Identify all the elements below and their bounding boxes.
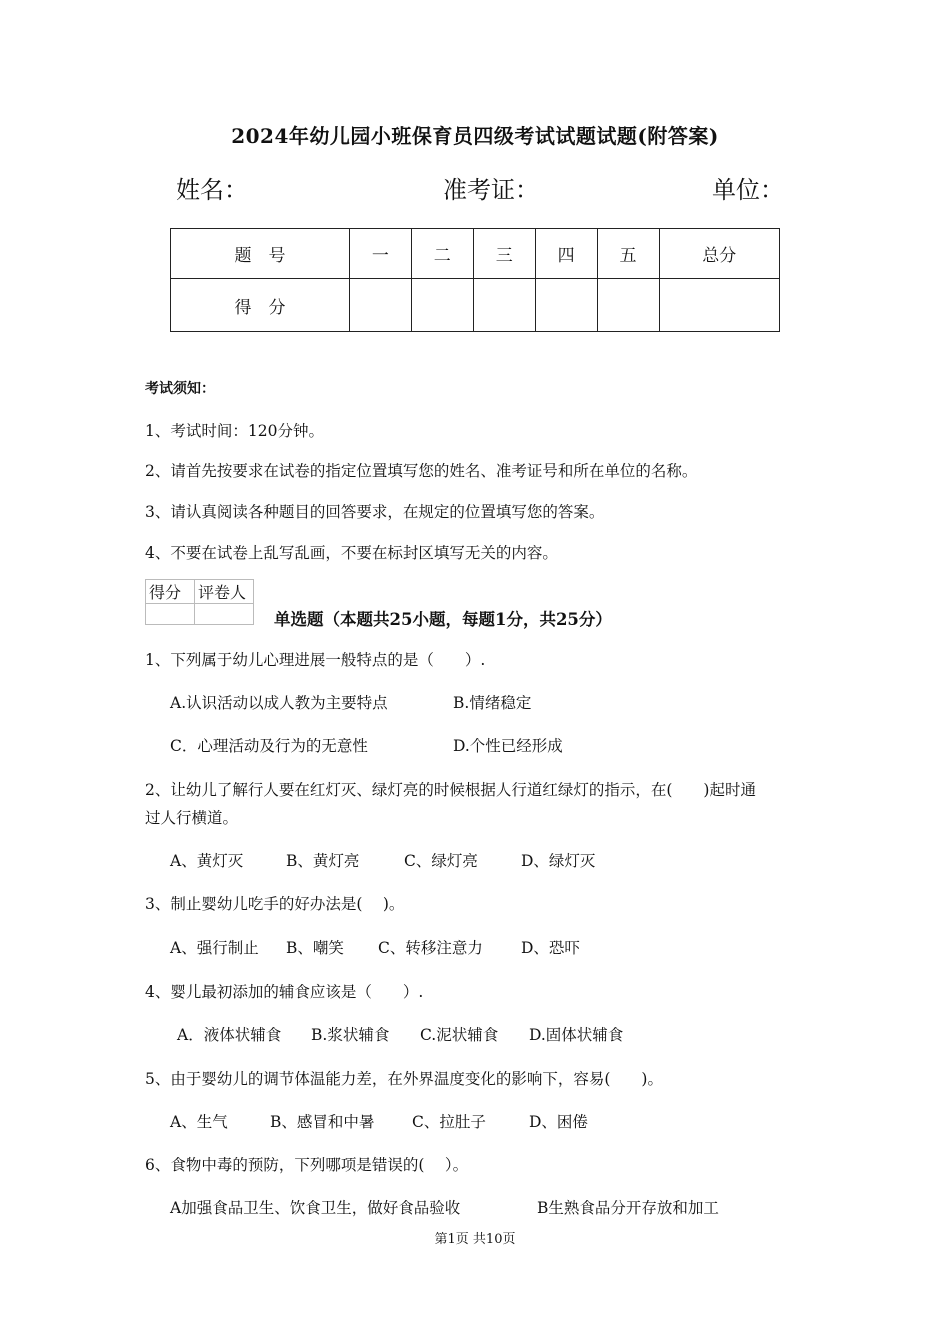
question-2-option-b: B、黄灯亮 [286, 852, 360, 870]
grader-score-label: 得分 [146, 580, 195, 604]
question-5-stem: 5、由于婴幼儿的调节体温能力差，在外界温度变化的影响下，容易( )。 [145, 1070, 663, 1088]
question-1-option-d: D.个性已经形成 [453, 737, 563, 755]
score-cell-4[interactable] [535, 279, 597, 332]
question-5-option-d: D、困倦 [529, 1113, 588, 1131]
question-3-option-a: A、强行制止 [170, 939, 259, 957]
score-row-label: 得 分 [171, 279, 350, 332]
score-header-total: 总分 [659, 229, 779, 279]
unit-field-label: 单位： [712, 176, 784, 204]
question-6-stem: 6、食物中毒的预防，下列哪项是错误的( ）。 [145, 1156, 469, 1174]
question-5-option-b: B、感冒和中暑 [270, 1113, 375, 1131]
score-header-1: 一 [349, 229, 411, 279]
question-2-stem-line-1: 2、让幼儿了解行人要在红灯灭、绿灯亮的时候根据人行道红绿灯的指示，在( )起时通 [145, 781, 756, 799]
exam-id-field-label: 准考证： [443, 176, 539, 204]
notice-item-4: 4、不要在试卷上乱写乱画，不要在标封区填写无关的内容。 [145, 544, 558, 562]
grader-reviewer-label: 评卷人 [195, 580, 254, 604]
notice-item-3: 3、请认真阅读各种题目的回答要求，在规定的位置填写您的答案。 [145, 503, 605, 521]
name-field-label: 姓名： [176, 176, 248, 204]
grader-reviewer-cell[interactable] [195, 604, 254, 625]
question-4-stem: 4、婴儿最初添加的辅食应该是（ ）. [145, 983, 424, 1001]
section-title: 单选题（本题共25小题，每题1分，共25分） [274, 610, 612, 629]
score-cell-5[interactable] [597, 279, 659, 332]
page-footer: 第1页 共10页 [434, 1232, 516, 1247]
question-5-option-c: C、拉肚子 [412, 1113, 486, 1131]
question-2-option-a: A、黄灯灭 [170, 852, 244, 870]
score-cell-2[interactable] [411, 279, 473, 332]
score-header-3: 三 [473, 229, 535, 279]
page-title: 2024年幼儿园小班保育员四级考试试题试题(附答案) [231, 124, 719, 148]
question-3-option-b: B、嘲笑 [286, 939, 344, 957]
question-3-option-d: D、恐吓 [521, 939, 580, 957]
question-1-option-b: B.情绪稳定 [453, 694, 532, 712]
question-2-stem-line-2: 过人行横道。 [145, 809, 239, 827]
notice-heading: 考试须知： [145, 381, 215, 397]
question-5-option-a: A、生气 [170, 1113, 228, 1131]
question-6-option-a: A加强食品卫生、饮食卫生，做好食品验收 [170, 1199, 461, 1217]
score-cell-1[interactable] [349, 279, 411, 332]
question-4-option-c: C.泥状辅食 [420, 1026, 499, 1044]
score-header-5: 五 [597, 229, 659, 279]
score-cell-3[interactable] [473, 279, 535, 332]
question-1-option-a: A.认识活动以成人教为主要特点 [170, 694, 388, 712]
question-2-option-d: D、绿灯灭 [521, 852, 596, 870]
score-table-header-row [171, 229, 780, 279]
score-header-2: 二 [411, 229, 473, 279]
question-2-option-c: C、绿灯亮 [404, 852, 478, 870]
score-header-4: 四 [535, 229, 597, 279]
score-table [170, 228, 780, 332]
notice-item-2: 2、请首先按要求在试卷的指定位置填写您的姓名、准考证号和所在单位的名称。 [145, 462, 698, 480]
score-table-score-row [171, 279, 780, 332]
question-4-option-b: B.浆状辅食 [311, 1026, 390, 1044]
grader-score-cell[interactable] [146, 604, 195, 625]
question-6-option-b: B生熟食品分开存放和加工 [537, 1199, 719, 1217]
grader-box [145, 579, 254, 625]
question-4-option-d: D.固体状辅食 [529, 1026, 624, 1044]
question-1-stem: 1、下列属于幼儿心理进展一般特点的是（ ）. [145, 651, 486, 669]
score-header-label: 题 号 [171, 229, 350, 279]
notice-item-1: 1、考试时间：120分钟。 [145, 422, 324, 440]
question-4-option-a: A．液体状辅食 [177, 1026, 282, 1044]
score-cell-total[interactable] [659, 279, 779, 332]
question-3-stem: 3、制止婴幼儿吃手的好办法是( )。 [145, 895, 405, 913]
question-1-option-c: C．心理活动及行为的无意性 [170, 737, 368, 755]
question-3-option-c: C、转移注意力 [378, 939, 483, 957]
